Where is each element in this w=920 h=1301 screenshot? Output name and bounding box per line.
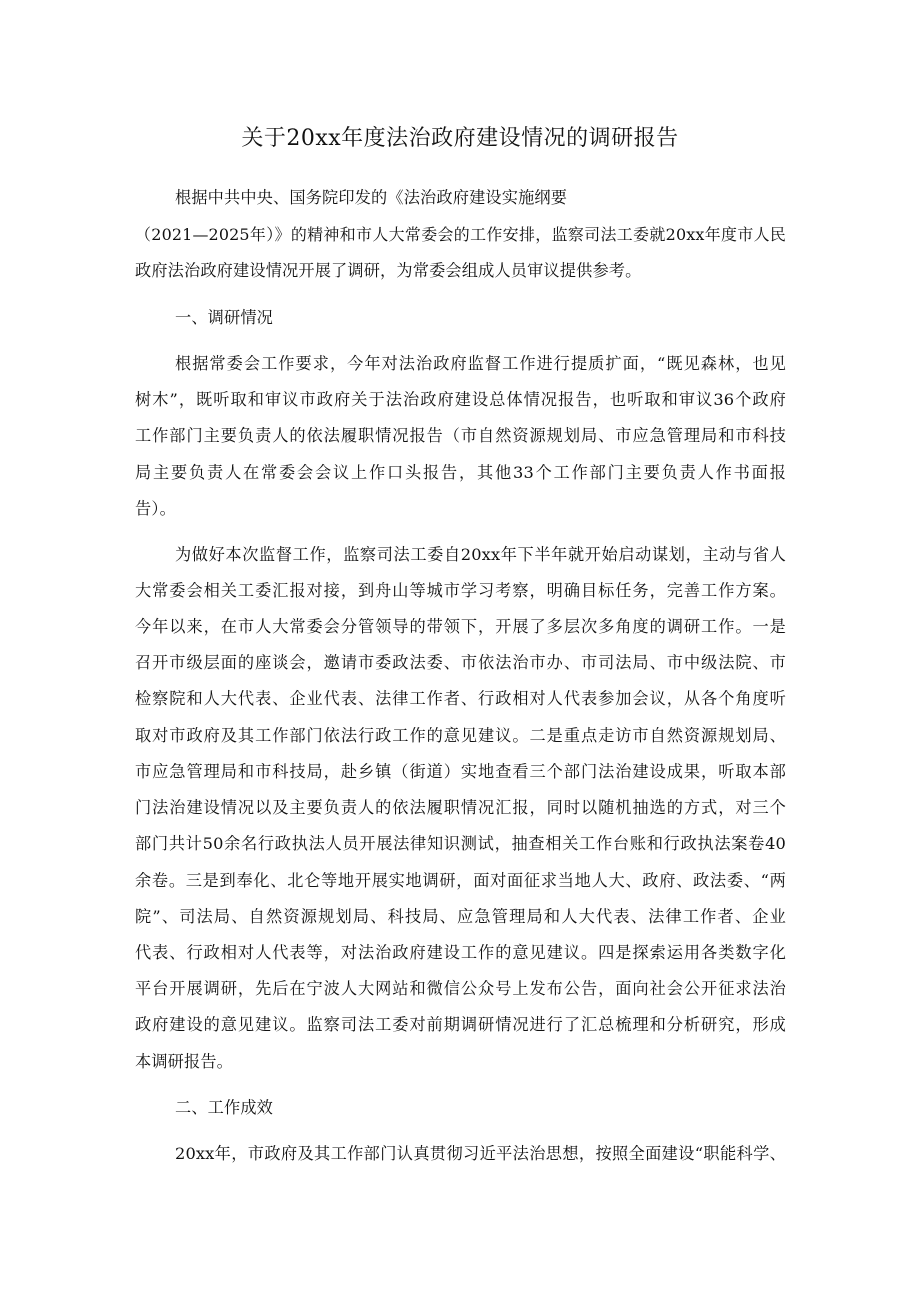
paragraph-line: 平台开展调研，先后在宁波人大网站和微信公众号上发布公告，面向社会公开征求法治 <box>135 979 786 998</box>
paragraph-line: 20xx年，市政府及其工作部门认真贯彻习近平法治思想，按照全面建设“职能科学、 <box>175 1144 786 1163</box>
paragraph-line: 取对市政府及其工作部门依法行政工作的意见建议。二是重点走访市自然资源规划局、 <box>135 726 786 745</box>
paragraph-line: 工作部门主要负责人的依法履职情况报告（市自然资源规划局、市应急管理局和市科技 <box>135 426 786 445</box>
section-heading: 二、工作成效 <box>175 1098 274 1117</box>
paragraph-line: 门法治建设情况以及主要负责人的依法履职情况汇报，同时以随机抽选的方式，对三个 <box>135 798 786 817</box>
paragraph-line: 召开市级层面的座谈会，邀请市委政法委、市依法治市办、市司法局、市中级法院、市 <box>135 653 786 672</box>
paragraph-line: 告）。 <box>135 499 176 518</box>
paragraph-line: 部门共计50余名行政执法人员开展法律知识测试，抽查相关工作台账和行政执法案卷40 <box>135 834 786 853</box>
document-title: 关于20xx年度法治政府建设情况的调研报告 <box>241 126 679 151</box>
paragraph-line: 大常委会相关工委汇报对接，到舟山等城市学习考察，明确目标任务，完善工作方案。 <box>135 581 786 600</box>
paragraph-line: 为做好本次监督工作，监察司法工委自20xx年下半年就开始启动谋划，主动与省人 <box>175 545 786 564</box>
paragraph-line: 局主要负责人在常委会会议上作口头报告，其他33个工作部门主要负责人作书面报 <box>135 463 786 482</box>
paragraph-line: 根据常委会工作要求，今年对法治政府监督工作进行提质扩面，“既见森林，也见 <box>175 354 786 373</box>
paragraph-line: 代表、行政相对人代表等，对法治政府建设工作的意见建议。四是探索运用各类数字化 <box>135 943 786 962</box>
paragraph-line: 政府法治政府建设情况开展了调研，为常委会组成人员审议提供参考。 <box>135 261 642 280</box>
paragraph-line: 余卷。三是到奉化、北仑等地开展实地调研，面对面征求当地人大、政府、政法委、“两 <box>135 871 786 890</box>
paragraph-line: 检察院和人大代表、企业代表、法律工作者、行政相对人代表参加会议，从各个角度听 <box>135 689 786 708</box>
section-heading: 一、调研情况 <box>175 308 274 327</box>
paragraph-line: 政府建设的意见建议。监察司法工委对前期调研情况进行了汇总梳理和分析研究，形成 <box>135 1015 786 1034</box>
paragraph-line: （2021—2025年）》的精神和市人大常委会的工作安排，监察司法工委就20xx年度市人民 <box>135 225 786 244</box>
paragraph-line: 根据中共中央、国务院印发的《法治政府建设实施纲要 <box>175 188 568 207</box>
paragraph-line: 院”、司法局、自然资源规划局、科技局、应急管理局和人大代表、法律工作者、企业 <box>135 907 786 926</box>
paragraph-line: 本调研报告。 <box>135 1052 234 1071</box>
paragraph-line: 今年以来，在市人大常委会分管领导的带领下，开展了多层次多角度的调研工作。一是 <box>135 617 786 636</box>
paragraph-line: 树木”，既听取和审议市政府关于法治政府建设总体情况报告，也听取和审议36个政府 <box>135 390 786 409</box>
paragraph-line: 市应急管理局和市科技局，赴乡镇（街道）实地查看三个部门法治建设成果，听取本部 <box>135 762 786 781</box>
